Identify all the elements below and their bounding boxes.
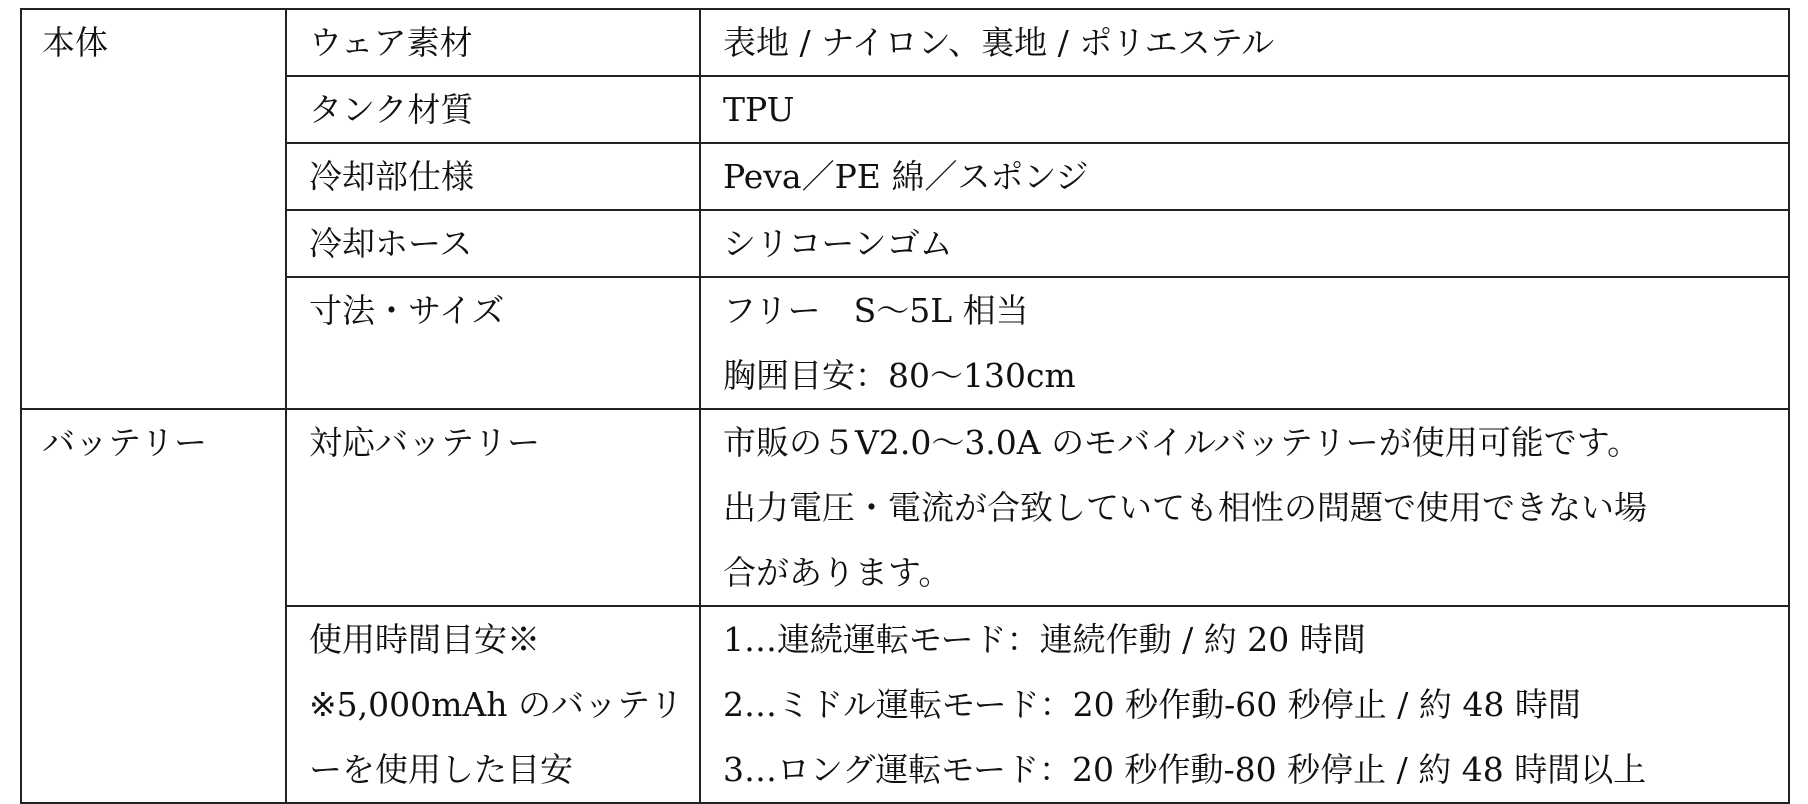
row-label: 対応バッテリー (309, 423, 540, 462)
row-label-line: 使用時間目安※ (309, 620, 540, 659)
label-cell (286, 143, 700, 210)
row-label: 冷却部仕様 (309, 157, 474, 196)
table-row-compatible-battery (21, 409, 1789, 606)
table-row-size (21, 277, 1789, 409)
row-label-line: ※5,000mAh のバッテリ (309, 685, 683, 724)
value-cell (700, 210, 1789, 277)
row-label: 寸法・サイズ (309, 291, 505, 330)
category-cell-body (21, 9, 286, 409)
row-value-line: 3…ロング運転モード：20 秒作動-80 秒停止 / 約 48 時間以上 (723, 750, 1647, 789)
row-value: Peva／PE 綿／スポンジ (723, 157, 1089, 196)
label-cell (286, 606, 700, 803)
value-cell (700, 76, 1789, 143)
row-value-line: 合があります。 (723, 553, 952, 592)
row-label: ウェア素材 (309, 23, 473, 62)
label-cell (286, 76, 700, 143)
table-row-wear-material (21, 9, 1789, 76)
row-value-line: フリー S～5L 相当 (723, 291, 1029, 330)
table-row-usage-time (21, 606, 1789, 803)
row-label-line: ーを使用した目安 (309, 750, 573, 789)
label-cell (286, 9, 700, 76)
table-row-cooling-spec (21, 143, 1789, 210)
row-value-line: 2…ミドル運転モード：20 秒作動-60 秒停止 / 約 48 時間 (723, 685, 1581, 724)
row-value: 表地 / ナイロン、裏地 / ポリエステル (723, 23, 1275, 62)
label-cell (286, 409, 700, 606)
value-cell (700, 409, 1789, 606)
row-value-line: 出力電圧・電流が合致していても相性の問題で使用できない場 (723, 488, 1647, 527)
table-row-cooling-hose (21, 210, 1789, 277)
value-cell (700, 9, 1789, 76)
row-value-line: 胸囲目安：80～130cm (723, 356, 1076, 395)
value-cell (700, 277, 1789, 409)
value-cell (700, 143, 1789, 210)
row-value: TPU (723, 90, 795, 129)
spec-table (20, 8, 1790, 804)
row-value-line: 市販の５V2.0～3.0A のモバイルバッテリーが使用可能です。 (723, 423, 1641, 462)
row-value: シリコーンゴム (723, 224, 953, 263)
row-label: 冷却ホース (309, 224, 473, 263)
label-cell (286, 210, 700, 277)
category-cell-battery (21, 409, 286, 803)
table-row-tank-material (21, 76, 1789, 143)
value-cell (700, 606, 1789, 803)
category-label-battery: バッテリー (42, 423, 207, 462)
category-label-body: 本体 (42, 23, 108, 62)
row-label: タンク材質 (309, 90, 474, 129)
row-value-line: 1…連続運転モード：連続作動 / 約 20 時間 (723, 620, 1366, 659)
label-cell (286, 277, 700, 409)
